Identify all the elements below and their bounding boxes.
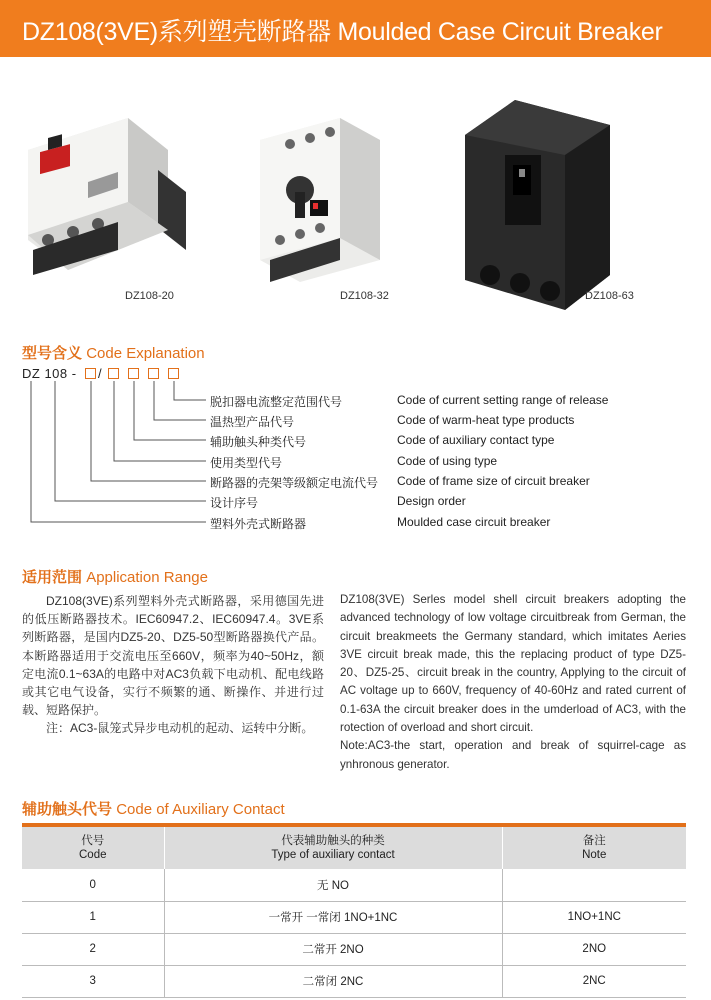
page-title: DZ108(3VE)系列塑壳断路器 Moulded Case Circuit Breaker — [22, 18, 663, 46]
code-desc-cn-5: 断路器的壳架等级额定电流代号 — [210, 476, 379, 490]
header-code — [22, 827, 164, 869]
cell-code: 0 — [22, 869, 164, 901]
aux-contact-table — [22, 827, 686, 998]
cell-type: 二常开 2NO — [164, 933, 502, 965]
aux-contact-title-en: Code of Auxiliary Contact — [116, 801, 285, 818]
code-desc-en-1: Code of current setting range of release — [397, 393, 609, 407]
cell-type: 无 NO — [164, 869, 502, 901]
application-range-title — [22, 566, 208, 587]
code-desc-cn-1: 脱扣器电流整定范围代号 — [210, 395, 343, 409]
header-note-cn: 备注 — [582, 835, 606, 847]
code-desc-en-4: Code of using type — [397, 454, 498, 468]
code-explanation-title-en: Code Explanation — [86, 345, 205, 362]
cell-type: 一常开 一常闭 1NO+1NC — [164, 901, 502, 933]
header-type-en: Type of auxiliary contact — [271, 849, 395, 861]
application-en-paragraph-2: Note:AC3-the start, operation and break of squirrel-cage as ynhronous generator. — [340, 739, 686, 771]
header-code-cn: 代号 — [81, 835, 105, 847]
code-desc-en-6: Design order — [397, 494, 466, 508]
aux-contact-title-cn: 辅助触头代号 — [22, 801, 113, 818]
product-label-dz108-32: DZ108-32 — [340, 290, 389, 302]
application-range-title-en: Application Range — [86, 569, 208, 586]
cell-code: 1 — [22, 901, 164, 933]
header-code-en: Code — [79, 849, 107, 861]
application-cn-paragraph-2: 注：AC3-鼠笼式异步电动机的起动、运转中分断。 — [46, 721, 314, 736]
code-desc-en-2: Code of warm-heat type products — [397, 413, 575, 427]
product-label-dz108-20: DZ108-20 — [125, 290, 174, 302]
application-text-en — [340, 591, 686, 774]
code-desc-en-7: Moulded case circuit breaker — [397, 515, 551, 529]
code-explanation-title-cn: 型号含义 — [22, 345, 83, 362]
code-desc-cn-7: 塑料外壳式断路器 — [210, 517, 307, 531]
code-desc-en-3: Code of auxiliary contact type — [397, 433, 555, 447]
application-text-cn — [22, 592, 324, 738]
model-code-prefix: DZ 108 - — [22, 366, 77, 381]
code-desc-en-5: Code of frame size of circuit breaker — [397, 474, 590, 488]
table-row — [22, 933, 686, 965]
product-label-dz108-63: DZ108-63 — [585, 290, 634, 302]
table-row — [22, 869, 686, 901]
header-type — [164, 827, 502, 869]
application-cn-paragraph-1: DZ108(3VE)系列塑料外壳式断路器，采用德国先进的低压断路器技术。IEC60947.2、IEC60947.4。3VE系列断路器，是国内DZ5-20、DZ5-50型断路器换代产品。本断路器适用于交流电压至660V，频率为40~50Hz，额定电流0.1~63A的电路中对AC3负载下电动机、配电线路或其它电气设备，实行不频繁的通、断操作、并进行过载、短路保护。 — [22, 594, 324, 718]
code-desc-cn-6: 设计序号 — [210, 496, 259, 510]
code-desc-cn-2: 温热型产品代号 — [210, 415, 295, 429]
cell-type: 二常闭 2NC — [164, 965, 502, 997]
application-en-paragraph-1: DZ108(3VE) Serles model shell circuit breakers adopting the advanced technology of low voltage circuitbreak from German, the circuit breakmeets the Germany standard, which imitates Aeries 3VE circuit break made, this the replacing product of type DZ5-20、DZ5-25、circuit break in the country, Applying to the circuit of AC voltage up to 660V, frequency of 40-60Hz and rated current of 0.1-63A the circuit breaker does in the umderload of AC3, with the rotection of overload and short circuit. — [340, 593, 686, 735]
table-row — [22, 965, 686, 997]
model-code-slash: / — [98, 366, 103, 381]
cell-note: 2NO — [502, 933, 686, 965]
cell-code: 2 — [22, 933, 164, 965]
application-range-title-cn: 适用范围 — [22, 569, 83, 586]
aux-contact-table-wrap — [22, 823, 686, 998]
cell-code: 3 — [22, 965, 164, 997]
cell-note: 2NC — [502, 965, 686, 997]
code-desc-cn-4: 使用类型代号 — [210, 456, 283, 470]
header-note-en: Note — [582, 849, 607, 861]
header-note — [502, 827, 686, 869]
table-row — [22, 901, 686, 933]
cell-note — [502, 869, 686, 901]
cell-note: 1NO+1NC — [502, 901, 686, 933]
code-desc-cn-3: 辅助触头种类代号 — [210, 435, 307, 449]
header-type-cn: 代表辅助触头的种类 — [281, 835, 385, 847]
table-header-row — [22, 827, 686, 869]
aux-contact-title — [22, 798, 285, 819]
